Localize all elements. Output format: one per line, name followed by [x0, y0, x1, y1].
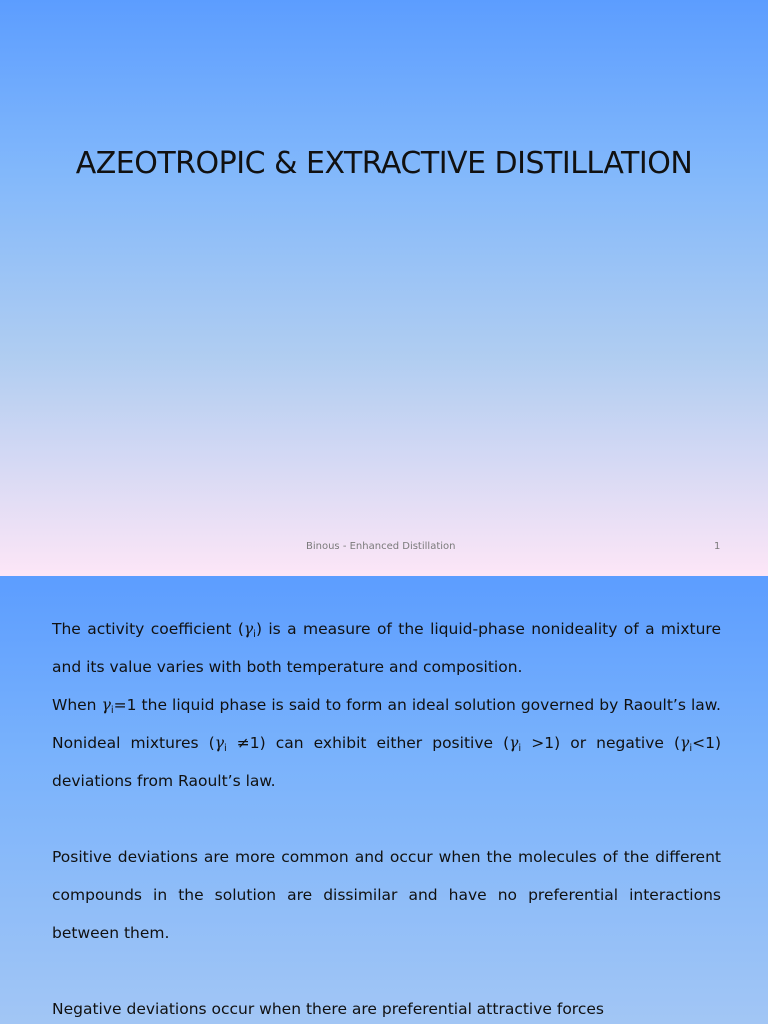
- text-run: ) is a measure of the liquid-phase nonideality of a mixture and its value varies with both temperature and composition.: [52, 620, 721, 676]
- subscript-i: i: [518, 743, 522, 754]
- subscript-i: i: [110, 705, 114, 716]
- gamma-symbol: γ: [101, 696, 111, 714]
- subscript-i: i: [689, 743, 693, 754]
- subscript-i: i: [253, 629, 256, 640]
- paragraph-gap: [52, 952, 721, 990]
- gamma-symbol: γ: [214, 734, 224, 752]
- text-run: When: [52, 696, 102, 714]
- text-run: >1) or negative (: [521, 734, 681, 752]
- paragraph-negative-deviations: Negative deviations occur when there are preferential attractive forces: [52, 1000, 604, 1018]
- gamma-symbol: γ: [243, 620, 254, 638]
- slide-number: 1: [714, 541, 721, 552]
- text-run: The activity coefficient (: [52, 620, 244, 638]
- paragraph-positive-deviations: Positive deviations are more common and occur when the molecules of the different compounds in the solution are dissimilar and have no preferential interactions between them.: [52, 848, 721, 942]
- text-run: <1) deviations from Raoult’s law.: [52, 734, 721, 790]
- content-slide: [0, 576, 768, 1024]
- paragraph-ideal-solution: [52, 686, 721, 800]
- subscript-i: i: [223, 743, 227, 754]
- slide-title: AZEOTROPIC & EXTRACTIVE DISTILLATION: [75, 146, 693, 181]
- gamma-symbol: γ: [680, 734, 690, 752]
- paragraph-activity-coefficient: [52, 610, 721, 686]
- slide-body: [52, 610, 721, 1024]
- gamma-symbol: γ: [509, 734, 519, 752]
- text-run: ≠1) can exhibit either positive (: [226, 734, 510, 752]
- text-run: =1 the liquid phase is said to form an ideal solution governed by Raoult’s law. Nonideal mixtures (: [52, 696, 721, 752]
- paragraph-gap: [52, 800, 721, 838]
- slide-footer: Binous - Enhanced Distillation: [306, 541, 456, 552]
